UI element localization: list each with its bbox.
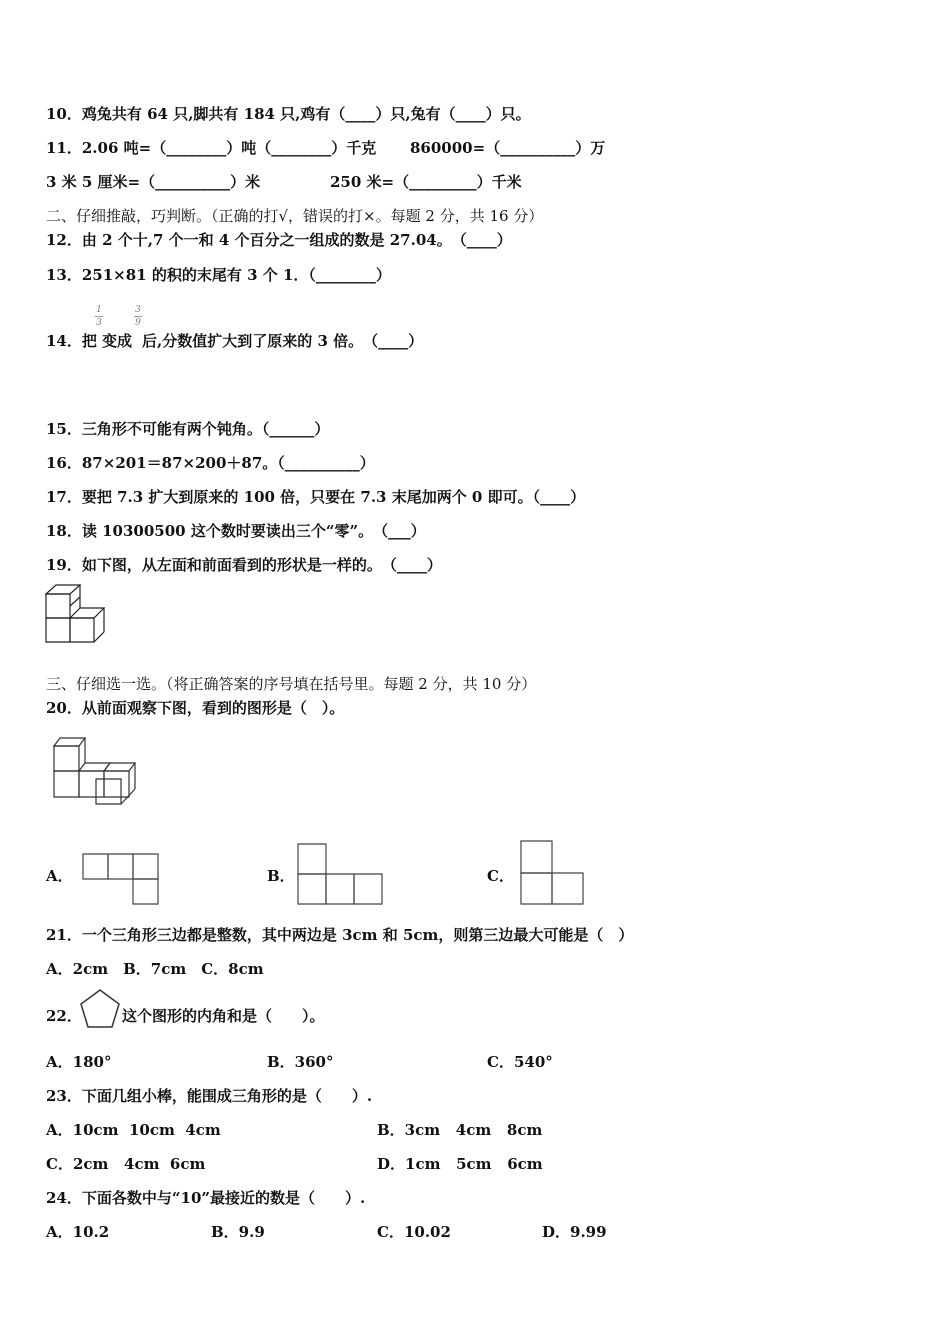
question-11-part-c: 3 米 5 厘米=（__________）米 [46,173,261,191]
question-24: 24．下面各数中与“10”最接近的数是（ ）. [46,1189,366,1207]
question-23-option-c: C．2cm 4cm 6cm [46,1155,206,1173]
question-11-part-a: 11．2.06 吨=（________）吨（________）千克 [46,139,377,157]
section-3-heading: 三、仔细选一选。（将正确答案的序号填在括号里。每题 2 分，共 10 分） [46,675,537,693]
question-22-label: 22． [46,1007,82,1025]
fraction-1-denominator: 3 [96,318,102,328]
question-23: 23．下面几组小棒，能围成三角形的是（ ）. [46,1087,373,1105]
question-20-option-b-figure [297,842,385,906]
section-2-heading: 二、仔细推敲，巧判断。（正确的打√，错误的打×。每题 2 分，共 16 分） [46,207,544,225]
question-16: 16．87×201＝87×200＋87。（__________） [46,454,375,472]
question-18: 18．读 10300500 这个数时要读出三个“零”。 （___） [46,522,426,540]
fraction-1-numerator: 1 [96,305,102,315]
question-20-cube-figure [48,734,143,810]
question-11-part-b: 860000=（__________）万 [410,139,606,157]
fraction-2-denominator: 9 [135,318,141,328]
question-20-option-a-figure [82,853,160,907]
question-14-middle: 变成 [102,332,133,350]
question-22-option-c: C．540° [487,1053,553,1071]
question-14-suffix: 后,分数值扩大到了原来的 3 倍。 （____） [142,332,424,350]
question-20-option-c-figure [519,838,587,906]
question-23-option-a: A．10cm 10cm 4cm [46,1121,221,1139]
question-19: 19．如下图，从左面和前面看到的形状是一样的。 （____） [46,556,442,574]
question-22: 这个图形的内角和是（ ）。 [122,1007,325,1025]
question-23-option-b: B．3cm 4cm 8cm [377,1121,543,1139]
question-22-option-a: A．180° [46,1053,112,1071]
question-21: 21．一个三角形三边都是整数，其中两边是 3cm 和 5cm，则第三边最大可能是（ ） [46,926,634,944]
question-17: 17．要把 7.3 扩大到原来的 100 倍，只要在 7.3 末尾加两个 0 即可。（____） [46,488,586,506]
question-13: 13．251×81 的积的末尾有 3 个 1．（________） [46,266,391,284]
question-15: 15．三角形不可能有两个钝角。（______） [46,420,330,438]
fraction-1-bar [95,316,103,317]
question-20: 20．从前面观察下图，看到的图形是（ ）。 [46,699,345,717]
question-20-option-b-label: B． [267,867,295,885]
question-21-options: A．2cm B．7cm C．8cm [46,960,264,978]
question-20-option-c-label: C． [487,867,514,885]
question-24-option-b: B．9.9 [211,1223,265,1241]
question-11-part-d: 250 米=（_________）千米 [330,173,522,191]
question-23-option-d: D．1cm 5cm 6cm [377,1155,543,1173]
question-19-cube-figure [42,582,108,644]
question-14-prefix: 14．把 [46,332,97,350]
question-24-option-a: A．10.2 [46,1223,110,1241]
question-22-option-b: B．360° [267,1053,334,1071]
fraction-2-numerator: 3 [135,305,141,315]
question-12: 12．由 2 个十,7 个一和 4 个百分之一组成的数是 27.04。 （____） [46,231,512,249]
question-10: 10．鸡兔共有 64 只,脚共有 184 只,鸡有（____）只,兔有（____）只。 [46,105,531,123]
question-24-option-d: D．9.99 [542,1223,607,1241]
pentagon-figure [78,988,122,1030]
question-20-option-a-label: A． [46,867,73,885]
fraction-2-bar [134,316,142,317]
question-24-option-c: C．10.02 [377,1223,451,1241]
